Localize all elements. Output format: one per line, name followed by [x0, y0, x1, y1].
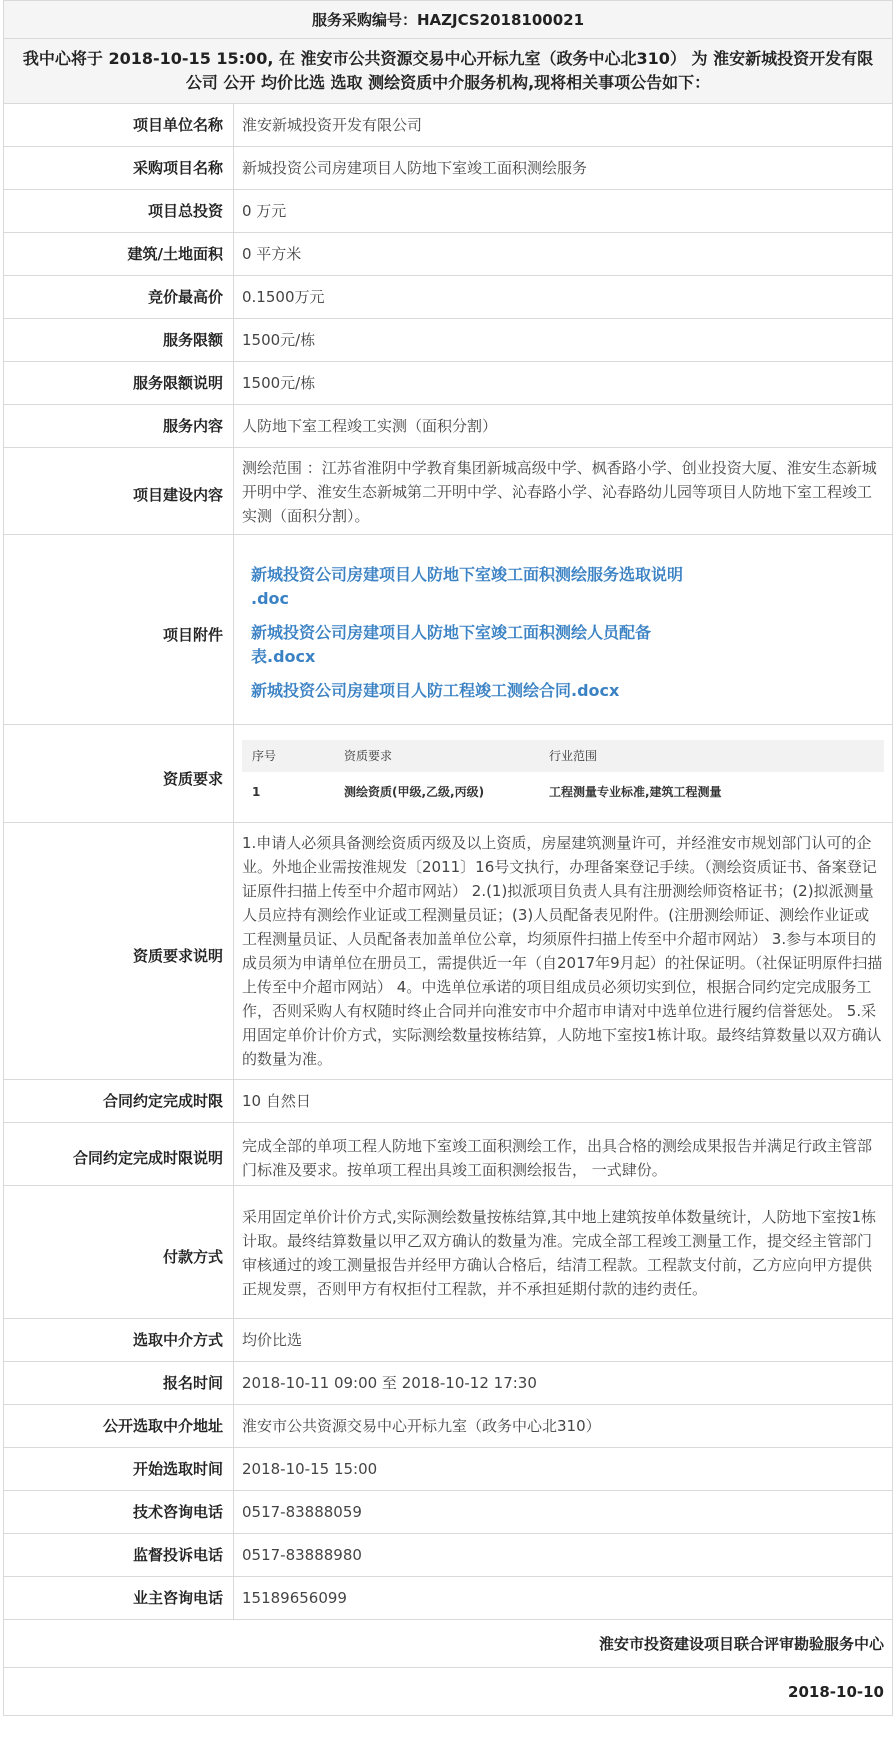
row-address [4, 1405, 893, 1448]
attachment-link-staffing-docx[interactable]: 新城投资公司房建项目人防地下室竣工面积测绘人员配备表.docx [251, 622, 652, 666]
row-attachments [4, 535, 893, 725]
tech-phone-value: 0517-83888059 [234, 1491, 893, 1534]
table-row [242, 772, 884, 812]
row-qualification-note [4, 823, 893, 1080]
owner-phone-value: 15189656099 [234, 1577, 893, 1620]
code-row [4, 1, 893, 39]
qual-col-requirement: 资质要求 [344, 740, 549, 772]
construction-content-value: 测绘范围 ：江苏省淮阴中学教育集团新城高级中学、枫香路小学、创业投资大厦、淮安生态新城开明中学、淮安生态新城第二开明中学、沁春路小学、沁春路幼儿园等项目人防地下室工程竣工实测（面积分割）。 [234, 448, 893, 535]
qual-col-no: 序号 [242, 740, 344, 772]
service-limit-label: 服务限额 [4, 319, 234, 362]
service-limit-note-value: 1500元/栋 [234, 362, 893, 405]
qualification-label: 资质要求 [4, 725, 234, 823]
attachments-list [234, 535, 893, 725]
registration-time-value: 2018-10-11 09:00 至 2018-10-12 17:30 [234, 1362, 893, 1405]
area-value: 0 平方米 [234, 233, 893, 276]
deadline-note-label: 合同约定完成时限说明 [4, 1123, 234, 1186]
row-project-name [4, 147, 893, 190]
service-content-label: 服务内容 [4, 405, 234, 448]
address-label: 公开选取中介地址 [4, 1405, 234, 1448]
announcement-text: 我中心将于 2018-10-15 15:00, 在 淮安市公共资源交易中心开标九室（政务中心北310） 为 淮安新城投资开发有限公司 公开 均价比选 选取 测绘资质中介服务机构,现将相关事项公告如下： [4, 39, 893, 104]
total-investment-label: 项目总投资 [4, 190, 234, 233]
row-start-time [4, 1448, 893, 1491]
payment-label: 付款方式 [4, 1186, 234, 1319]
qualification-table-cell [234, 725, 893, 823]
project-unit-label: 项目单位名称 [4, 104, 234, 147]
row-total-investment [4, 190, 893, 233]
owner-phone-label: 业主咨询电话 [4, 1577, 234, 1620]
payment-value: 采用固定单价计价方式,实际测绘数量按栋结算,其中地上建筑按单体数量统计，人防地下室按1栋计取。最终结算数量以甲乙双方确认的数量为准。完成全部工程竣工测量工作，提交经主管部门审核通过的竣工测量报告并经甲方确认合格后，结清工程款。工程款支付前，乙方应向甲方提供正规发票，否则甲方有权拒付工程款，并不承担延期付款的违约责任。 [234, 1186, 893, 1319]
row-area [4, 233, 893, 276]
project-unit-value: 淮安新城投资开发有限公司 [234, 104, 893, 147]
row-tech-phone [4, 1491, 893, 1534]
announcement-page [3, 0, 892, 1716]
qual-cell-scope: 工程测量专业标准,建筑工程测量 [549, 784, 722, 799]
start-time-value: 2018-10-15 15:00 [234, 1448, 893, 1491]
address-value: 淮安市公共资源交易中心开标九室（政务中心北310） [234, 1405, 893, 1448]
complaint-phone-label: 监督投诉电话 [4, 1534, 234, 1577]
service-code: 服务采购编号：HAZJCS2018100021 [4, 1, 893, 39]
row-footer-org [4, 1620, 893, 1668]
project-name-label: 采购项目名称 [4, 147, 234, 190]
qual-cell-no: 1 [252, 784, 261, 799]
total-investment-value: 0 万元 [234, 190, 893, 233]
row-service-limit [4, 319, 893, 362]
attachments-label: 项目附件 [4, 535, 234, 725]
selection-method-label: 选取中介方式 [4, 1319, 234, 1362]
row-selection-method [4, 1319, 893, 1362]
row-complaint-phone [4, 1534, 893, 1577]
row-project-unit [4, 104, 893, 147]
area-label: 建筑/土地面积 [4, 233, 234, 276]
footer-date: 2018-10-10 [4, 1668, 893, 1716]
announcement-row [4, 39, 893, 104]
announcement-table [3, 0, 893, 1716]
row-service-content [4, 405, 893, 448]
row-registration-time [4, 1362, 893, 1405]
max-price-label: 竞价最高价 [4, 276, 234, 319]
row-qualification [4, 725, 893, 823]
tech-phone-label: 技术咨询电话 [4, 1491, 234, 1534]
qualification-note-label: 资质要求说明 [4, 823, 234, 1080]
footer-org: 淮安市投资建设项目联合评审勘验服务中心 [4, 1620, 893, 1668]
row-deadline-note [4, 1123, 893, 1186]
row-payment [4, 1186, 893, 1319]
service-limit-note-label: 服务限额说明 [4, 362, 234, 405]
attachment-link-contract-docx[interactable]: 新城投资公司房建项目人防工程竣工测绘合同.docx [251, 680, 620, 700]
row-max-price [4, 276, 893, 319]
qualification-note-value: 1.申请人必须具备测绘资质丙级及以上资质，房屋建筑测量许可，并经淮安市规划部门认可的企业。外地企业需按淮规发〔2011〕16号文执行，办理备案登记手续。（测绘资质证书、备案登记证原件扫描上传至中介超市网站） 2.(1)拟派项目负责人具有注册测绘师资格证书；(2)拟派测量人员应持有测绘作业证或工程测量员证；(3)人员配备表见附件。(注册测绘师证、测绘作业证或工程测量员证、人员配备表加盖单位公章，均须原件扫描上传至中介超市网站） 3.参与本项目的成员须为申请单位在册员工，需提供近一年（自2017年9月起）的社保证明。（社保证明原件扫描上传至中介超市网站） 4。中选单位承诺的项目组成员必须切实到位，根据合同约定完成服务工作，否则采购人有权随时终止合同并向淮安市中介超市申请对中选单位进行履约信誉惩处。 5.采用固定单价计价方式，实际测绘数量按栋结算，人防地下室按1栋计取。最终结算数量以双方确认的数量为准。 [234, 823, 893, 1080]
service-limit-value: 1500元/栋 [234, 319, 893, 362]
selection-method-value: 均价比选 [234, 1319, 893, 1362]
complaint-phone-value: 0517-83888980 [234, 1534, 893, 1577]
row-service-limit-note [4, 362, 893, 405]
start-time-label: 开始选取时间 [4, 1448, 234, 1491]
construction-content-label: 项目建设内容 [4, 448, 234, 535]
row-deadline [4, 1080, 893, 1123]
qual-col-scope: 行业范围 [549, 740, 884, 772]
deadline-note-value: 完成全部的单项工程人防地下室竣工面积测绘工作，出具合格的测绘成果报告并满足行政主管部门标准及要求。按单项工程出具竣工面积测绘报告， 一式肆份。 [234, 1123, 893, 1186]
qualification-table [242, 740, 884, 812]
row-construction-content [4, 448, 893, 535]
registration-time-label: 报名时间 [4, 1362, 234, 1405]
project-name-value: 新城投资公司房建项目人防地下室竣工面积测绘服务 [234, 147, 893, 190]
qual-cell-requirement: 测绘资质(甲级,乙级,丙级) [344, 784, 485, 799]
deadline-label: 合同约定完成时限 [4, 1080, 234, 1123]
max-price-value: 0.1500万元 [234, 276, 893, 319]
row-owner-phone [4, 1577, 893, 1620]
deadline-value: 10 自然日 [234, 1080, 893, 1123]
service-content-value: 人防地下室工程竣工实测（面积分割） [234, 405, 893, 448]
row-footer-date [4, 1668, 893, 1716]
qualification-header-row [242, 740, 884, 772]
attachment-link-selection-doc[interactable]: 新城投资公司房建项目人防地下室竣工面积测绘服务选取说明 .doc [251, 564, 684, 608]
